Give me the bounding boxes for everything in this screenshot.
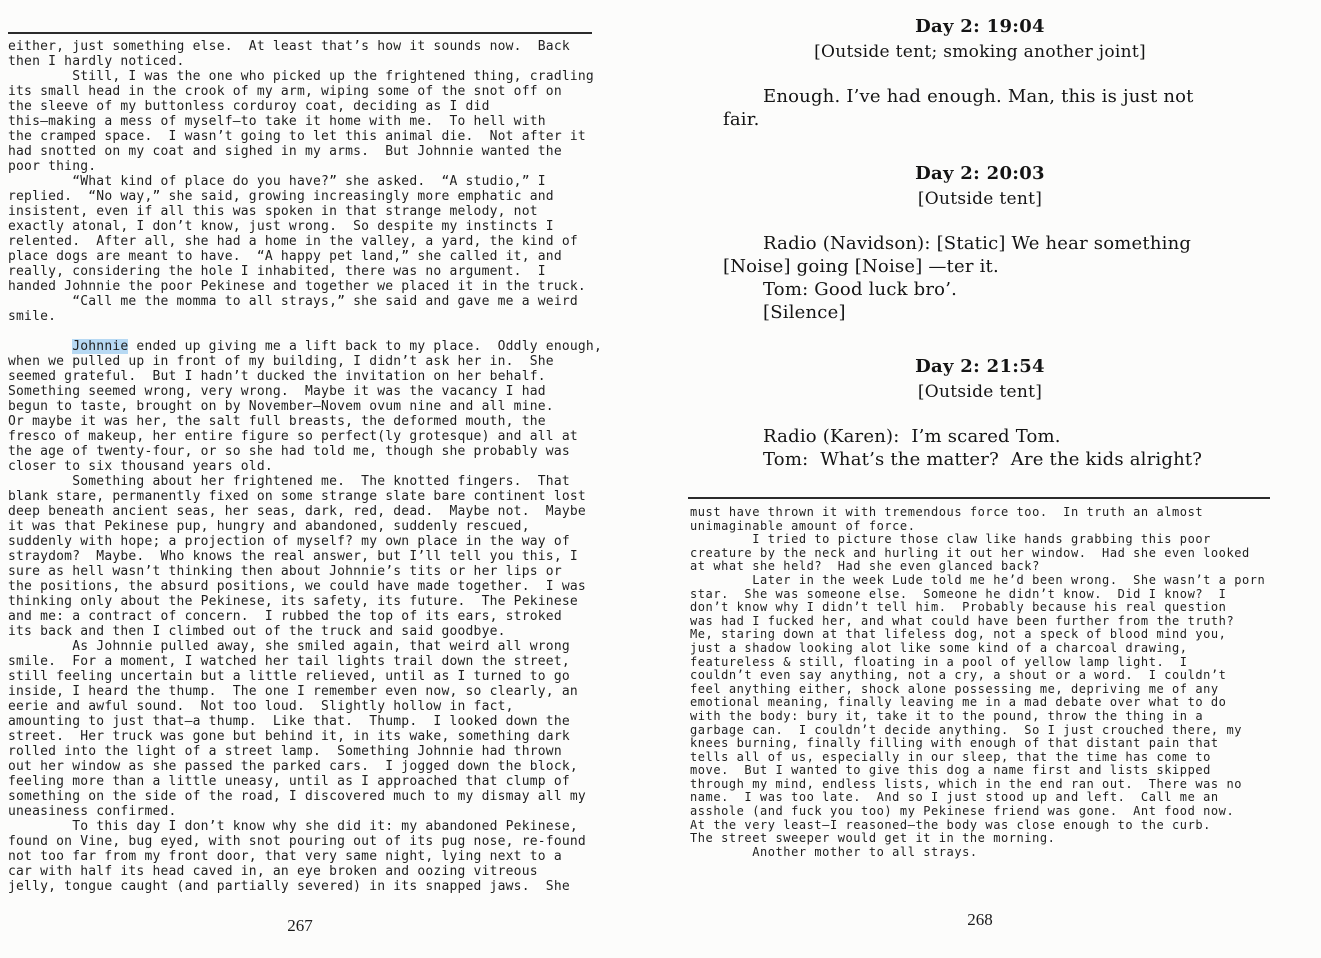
text-line: when we pulled up in front of my building, I didn’t ask her in. She [8, 354, 554, 369]
journal-entry-heading: Day 2: 21:54 [915, 356, 1045, 377]
text-line: must have thrown it with tremendous force too. In truth an almost [690, 505, 1204, 519]
text-line: move. But I wanted to give this dog a name first and lists skipped [690, 763, 1211, 778]
page-number-left: 267 [287, 916, 313, 935]
text-line: emotional meaning, finally leaving me in a mad debate over what to do [690, 695, 1227, 710]
text-line: either, just something else. At least that’s how it sounds now. Back [8, 39, 570, 54]
journal-entry-heading: Day 2: 19:04 [915, 16, 1045, 37]
journal-entry-location: [Outside tent] [917, 382, 1043, 402]
text-line: through my mind, endless lists, which in the end ran out. There was no [690, 776, 1242, 791]
journal-section [700, 14, 1260, 501]
text-line: At the very least—I reasoned—the body was close enough to the curb. [690, 817, 1211, 832]
journal-entry-heading: Day 2: 20:03 [915, 163, 1045, 184]
text-line: straydom? Maybe. Who knows the real answer, but I’ll tell you this, I [8, 549, 578, 564]
text-line: rolled into the light of a street lamp. Something Johnnie had thrown [8, 744, 562, 759]
journal-line: [Silence] [763, 302, 846, 323]
text-line: garbage can. I couldn’t decide anything. So I just crouched there, my [690, 722, 1242, 737]
journal-entry [700, 14, 1260, 131]
text-line [8, 324, 592, 339]
text-line: Or maybe it was her, the salt full breasts, the deformed mouth, the [8, 414, 546, 429]
text-line: “Call me the momma to all strays,” she said and gave me a weird [8, 294, 578, 309]
text-line: begun to taste, brought on by November—Novem ovum nine and all mine. [8, 399, 554, 414]
text-line: the age of twenty-four, or so she had told me, though she probably was [8, 444, 570, 459]
text-line: knees burning, finally filling with enough of that distant pain that [690, 736, 1219, 751]
text-line: poor thing. [8, 159, 97, 174]
text-line: feel anything either, shock alone possessing me, depriving me of any [690, 681, 1219, 696]
journal-line: Radio (Karen): I’m scared Tom. [763, 426, 1061, 447]
journal-entry-location: [Outside tent] [917, 189, 1043, 209]
highlighted-word: Johnnie [72, 339, 129, 354]
text-segment: ended up giving me a lift back to my place. Oddly enough, [128, 339, 602, 354]
text-line: relented. After all, she had a home in the valley, a yard, the kind of [8, 234, 578, 249]
text-line: this—making a mess of myself—to take it home with me. To hell with [8, 114, 546, 129]
text-segment [8, 339, 72, 354]
text-line: insistent, even if all this was spoken in that strange melody, not [8, 204, 538, 219]
text-line: unimaginable amount of force. [690, 518, 916, 533]
text-line: smile. [8, 309, 57, 324]
text-line: deep beneath ancient seas, her seas, dark, red, dead. Maybe not. Maybe [8, 504, 586, 519]
text-line: just a shadow looking alot like some kind of a charcoal drawing, [690, 640, 1188, 655]
journal-entry [700, 161, 1260, 324]
text-line: its small head in the crook of my arm, wiping some of the snot off on [8, 84, 562, 99]
text-line: not too far from my front door, that very same night, lying next to a [8, 849, 562, 864]
text-line: still feeling uncertain but a little relieved, until as I turned to go [8, 669, 570, 684]
text-line: found on Vine, bug eyed, with snot pouring out of its pug nose, re-found [8, 834, 586, 849]
page-number-right: 268 [967, 910, 993, 929]
text-line: tells all of us, especially in our sleep, that the time has come to [690, 749, 1211, 764]
text-line: car with half its head caved in, an eye broken and oozing vitreous [8, 864, 538, 879]
text-line: uneasiness confirmed. [8, 804, 177, 819]
journal-entry [700, 354, 1260, 471]
text-line: the positions, the absurd positions, we could have made together. I was [8, 579, 586, 594]
text-line: As Johnnie pulled away, she smiled again, that weird all wrong [8, 639, 570, 654]
footnote-text [690, 506, 1272, 859]
text-line: suddenly with hope; a projection of myself? my own place in the way of [8, 534, 570, 549]
text-line: jelly, tongue caught (and partially severed) in its snapped jaws. She [8, 879, 570, 894]
text-line: blank stare, permanently fixed on some strange slate bare continent lost [8, 489, 586, 504]
text-line: Still, I was the one who picked up the frightened thing, cradling [8, 69, 594, 84]
text-line: seemed grateful. But I hadn’t ducked the invitation on her behalf. [8, 369, 546, 384]
text-line: then I hardly noticed. [8, 54, 185, 69]
text-line: creature by the neck and hurling it out her window. Had she even looked [690, 545, 1250, 560]
text-line: don’t know why I didn’t tell him. Probably because his real question [690, 600, 1227, 615]
journal-line: Tom: What’s the matter? Are the kids alright? [763, 449, 1203, 470]
top-rule [8, 32, 592, 34]
left-page-text [8, 39, 602, 894]
text-line: out her window as she passed the parked cars. I jogged down the block, [8, 759, 578, 774]
journal-line: fair. [723, 109, 760, 130]
text-line: smile. For a moment, I watched her tail lights trail down the street, [8, 654, 570, 669]
text-line: The street sweeper would get it in the morning. [690, 831, 1056, 846]
text-line: Something seemed wrong, very wrong. Maybe it was the vacancy I had [8, 384, 546, 399]
text-line: eerie and awful sound. Not too loud. Slightly hollow in fact, [8, 699, 514, 714]
footnote-rule [688, 497, 1270, 499]
journal-entry-body [700, 232, 1260, 324]
page-267 [8, 0, 602, 958]
text-line: and me: a contract of concern. I rubbed the top of its ears, stroked [8, 609, 562, 624]
text-line: “What kind of place do you have?” she asked. “A studio,” I [8, 174, 546, 189]
journal-line: Enough. I’ve had enough. Man, this is just not [763, 86, 1194, 107]
text-line: really, considering the hole I inhabited, there was no argument. I [8, 264, 546, 279]
text-line: featureless & still, floating in a pool of yellow lamp light. I [690, 654, 1188, 669]
journal-entry-body [700, 85, 1260, 131]
text-line: was had I fucked her, and what could have been further from the truth? [690, 613, 1235, 628]
text-line: Me, staring down at that lifeless dog, not a speck of blood mind you, [690, 627, 1227, 642]
text-line: exactly atonal, I don’t know, just wrong. So despite my instincts I [8, 219, 554, 234]
page-268 [688, 0, 1272, 958]
text-line: name. I was too late. And so I just stood up and left. Call me an [690, 790, 1219, 805]
text-line: at what she held? Had she even glanced back? [690, 559, 1040, 574]
text-line: Another mother to all strays. [690, 844, 978, 859]
text-line: street. Her truck was gone but behind it, in its wake, something dark [8, 729, 570, 744]
journal-entry-location: [Outside tent; smoking another joint] [814, 42, 1146, 62]
journal-line: Tom: Good luck bro’. [763, 279, 958, 300]
text-line: To this day I don’t know why she did it: my abandoned Pekinese, [8, 819, 578, 834]
text-line: inside, I heard the thump. The one I remember even now, so clearly, an [8, 684, 578, 699]
text-line: sure as hell wasn’t thinking then about Johnnie’s tits or her lips or [8, 564, 562, 579]
text-line: Something about her frightened me. The knotted fingers. That [8, 474, 570, 489]
text-line: asshole (and fuck you too) my Pekinese friend was gone. Ant food now. [690, 804, 1235, 819]
text-line: place dogs are meant to have. “A happy pet land,” she called it, and [8, 249, 562, 264]
text-line: the sleeve of my buttonless corduroy coat, deciding as I did [8, 99, 490, 114]
journal-line: [Noise] going [Noise] —ter it. [723, 256, 999, 277]
text-line: handed Johnnie the poor Pekinese and together we placed it in the truck. [8, 279, 586, 294]
text-line: closer to six thousand years old. [8, 459, 273, 474]
text-line: had snotted on my coat and sighed in my arms. But Johnnie wanted the [8, 144, 562, 159]
text-line: with the body: bury it, take it to the pound, throw the thing in a [690, 708, 1204, 723]
text-line: couldn’t even say anything, not a cry, a shout or a word. I couldn’t [690, 668, 1227, 683]
text-line: feeling more than a little uneasy, until as I approached that clump of [8, 774, 570, 789]
text-line: replied. “No way,” she said, growing increasingly more emphatic and [8, 189, 554, 204]
text-line: it was that Pekinese pup, hungry and abandoned, suddenly rescued, [8, 519, 530, 534]
text-line: I tried to picture those claw like hands grabbing this poor [690, 532, 1211, 547]
text-line [8, 339, 602, 354]
text-line: fresco of makeup, her entire figure so perfect(ly grotesque) and all at [8, 429, 578, 444]
text-line: thinking only about the Pekinese, its safety, its future. The Pekinese [8, 594, 578, 609]
text-line: Later in the week Lude told me he’d been wrong. She wasn’t a porn [690, 572, 1266, 587]
text-line: something on the side of the road, I discovered much to my dismay all my [8, 789, 586, 804]
text-line: amounting to just that—a thump. Like that. Thump. I looked down the [8, 714, 570, 729]
text-line: its back and then I climbed out of the truck and said goodbye. [8, 624, 506, 639]
text-line: star. She was someone else. Someone he didn’t know. Did I know? I [690, 586, 1227, 601]
text-line: the cramped space. I wasn’t going to let this animal die. Not after it [8, 129, 586, 144]
journal-line: Radio (Navidson): [Static] We hear something [763, 233, 1192, 254]
journal-entry-body [700, 425, 1260, 471]
